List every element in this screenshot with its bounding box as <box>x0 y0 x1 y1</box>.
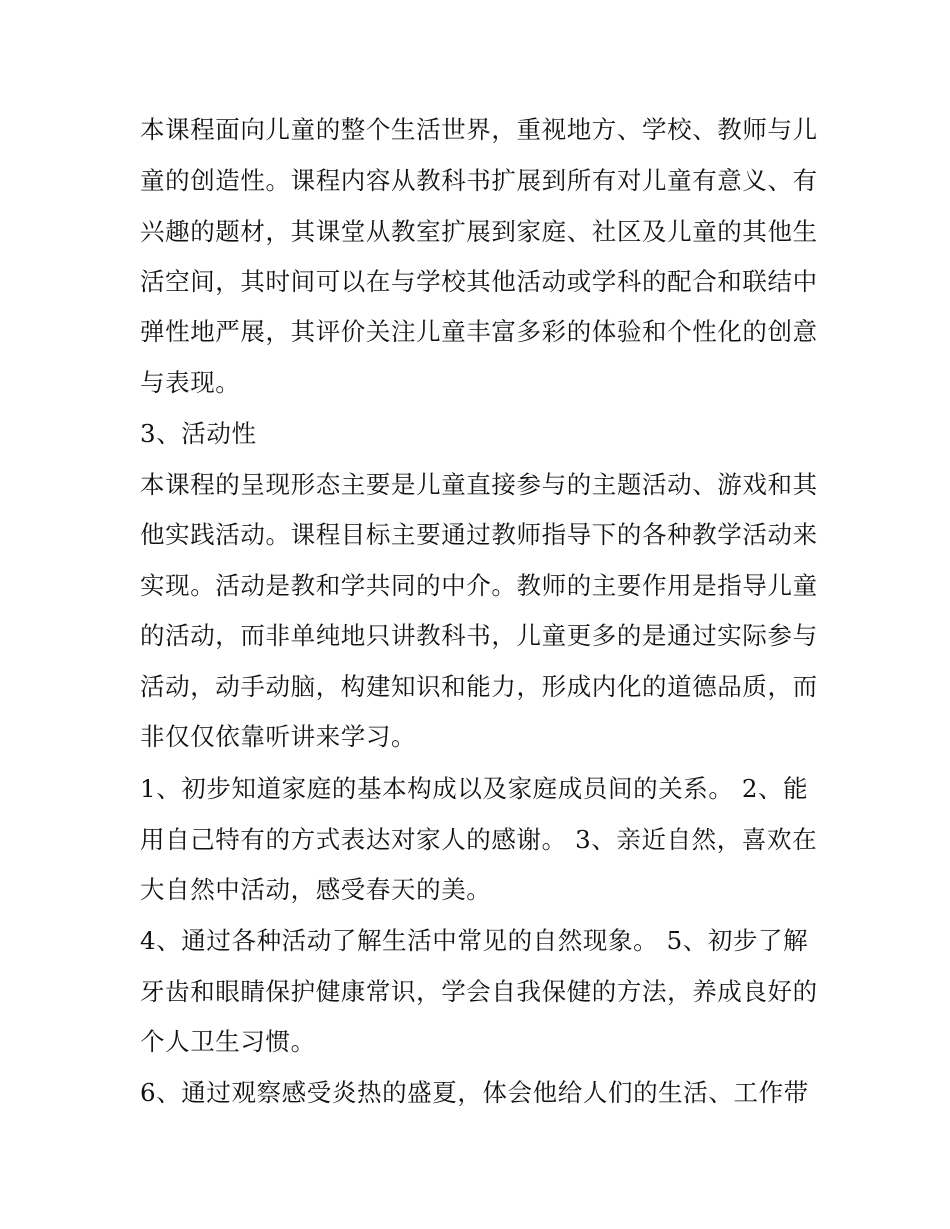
list-line: 个人卫生习惯。 <box>140 1027 316 1056</box>
paragraph-line: 活空间，其时间可以在与学校其他活动或学科的配合和联结中 <box>140 267 818 296</box>
paragraph-line: 弹性地严展，其评价关注儿童丰富多彩的体验和个性化的创意 <box>140 317 818 346</box>
paragraph-line: 本课程的呈现形态主要是儿童直接参与的主题活动、游戏和其 <box>140 470 818 499</box>
section-heading: 3、活动性 <box>140 419 257 448</box>
paragraph-line: 童的创造性。课程内容从教科书扩展到所有对儿童有意义、有 <box>140 166 818 195</box>
list-line: 大自然中活动，感受春天的美。 <box>140 875 492 904</box>
paragraph-line: 实现。活动是教和学共同的中介。教师的主要作用是指导儿童 <box>140 571 818 600</box>
list-line: 牙齿和眼睛保护健康常识，学会自我保健的方法，养成良好的 <box>140 977 818 1006</box>
list-line: 1、初步知道家庭的基本构成以及家庭成员间的关系。 2、能 <box>140 774 809 803</box>
paragraph-line: 兴趣的题材，其课堂从教室扩展到家庭、社区及儿童的其他生 <box>140 217 818 246</box>
paragraph-line: 非仅仅依靠听讲来学习。 <box>140 722 417 751</box>
paragraph-line: 与表现。 <box>140 368 241 397</box>
paragraph-line: 的活动，而非单纯地只讲教科书，儿童更多的是通过实际参与 <box>140 621 818 650</box>
list-line: 4、通过各种活动了解生活中常见的自然现象。 5、初步了解 <box>140 926 809 955</box>
paragraph-line: 本课程面向儿童的整个生活世界，重视地方、学校、教师与儿 <box>140 115 818 144</box>
list-line: 用自己特有的方式表达对家人的感谢。 3、亲近自然，喜欢在 <box>140 825 818 854</box>
paragraph-line: 活动，动手动脑，构建知识和能力，形成内化的道德品质，而 <box>140 672 818 701</box>
list-line: 6、通过观察感受炎热的盛夏，体会他给人们的生活、工作带 <box>140 1078 809 1107</box>
paragraph-line: 他实践活动。课程目标主要通过教师指导下的各种教学活动来 <box>140 520 818 549</box>
